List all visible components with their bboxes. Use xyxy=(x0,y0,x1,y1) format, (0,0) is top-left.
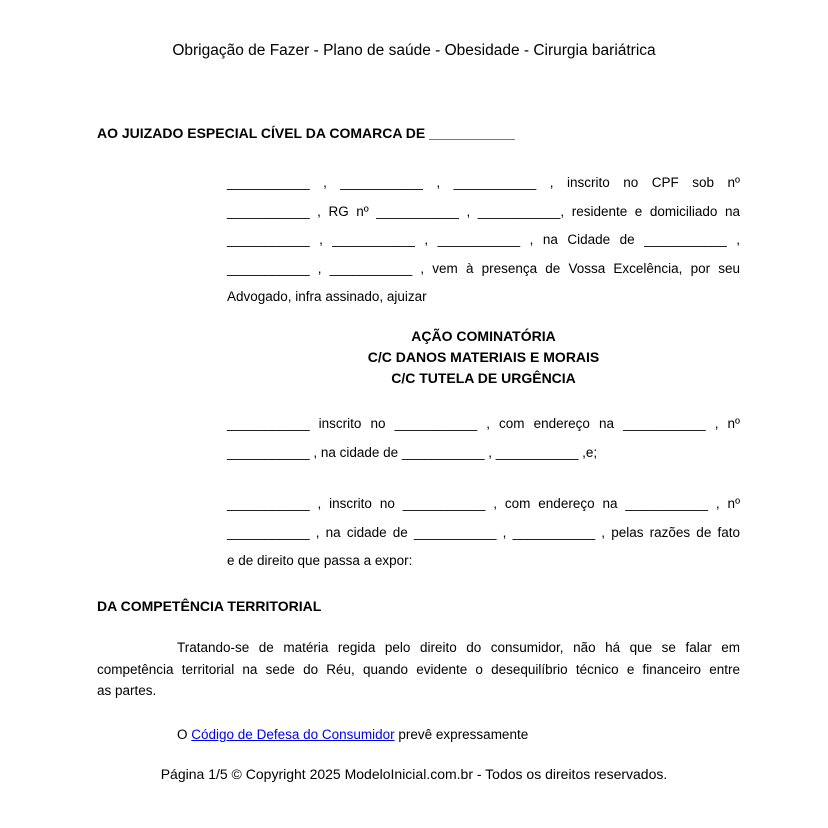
plaintiff-line: Advogado, infra assinado, ajuizar xyxy=(227,289,427,304)
action-title-line: C/C DANOS MATERIAIS E MORAIS xyxy=(367,349,600,365)
competencia-line: as partes. xyxy=(97,683,157,698)
defendant-line: e de direito que passa a expor: xyxy=(227,553,413,568)
page-footer: Página 1/5 © Copyright 2025 ModeloInicial.com.br - Todos os direitos reservados. xyxy=(160,766,668,782)
competencia-line: competência territorial na sede do Réu, quando evidente o desequilíbrio técnico e financeiro entre xyxy=(97,661,740,677)
document-title: Obrigação de Fazer - Plano de saúde - Obesidade - Cirurgia bariátrica xyxy=(172,42,656,59)
action-title xyxy=(227,326,740,389)
competencia-line: Tratando-se de matéria regida pelo direito do consumidor, não há que se falar em xyxy=(177,640,740,655)
plaintiff-line: ___________ , ___________ , ___________ , inscrito no CPF sob nº xyxy=(227,175,740,190)
addressee-line xyxy=(97,123,740,144)
defendant-paragraph-2 xyxy=(227,490,740,576)
cdc-prefix: O xyxy=(177,727,192,742)
plaintiff-line: ___________ , RG nº ___________ , ___________, residente e domiciliado na xyxy=(227,203,740,219)
plaintiff-line: ___________ , ___________ , ___________ , na Cidade de ___________ , xyxy=(227,232,740,247)
competencia-paragraph xyxy=(97,637,740,702)
addressee-blank: ___________ xyxy=(429,125,515,141)
plaintiff-paragraph xyxy=(227,169,740,312)
addressee-text: AO JUIZADO ESPECIAL CÍVEL DA COMARCA DE xyxy=(97,125,426,141)
action-title-line: C/C TUTELA DE URGÊNCIA xyxy=(391,370,576,386)
action-title-line: AÇÃO COMINATÓRIA xyxy=(411,328,556,344)
cdc-link[interactable]: Código de Defesa do Consumidor xyxy=(191,727,395,742)
defendant-line: ___________ , inscrito no ___________ , com endereço na ___________ , nº xyxy=(227,496,740,511)
defendant-line: ___________ , na cidade de ___________ , ___________ , pelas razões de fato xyxy=(227,524,740,540)
defendant-line: ___________ , na cidade de ___________ , ___________ ,e; xyxy=(227,444,598,460)
defendant-line: ___________ inscrito no ___________ , com endereço na ___________ , nº xyxy=(227,416,740,431)
cdc-suffix: prevê expressamente xyxy=(394,727,529,742)
plaintiff-line: ___________ , ___________ , vem à presença de Vossa Excelência, por seu xyxy=(227,260,740,276)
section-heading-competencia: DA COMPETÊNCIA TERRITORIAL xyxy=(97,598,322,614)
defendant-paragraph-1 xyxy=(227,410,740,467)
cdc-sentence xyxy=(177,724,740,745)
